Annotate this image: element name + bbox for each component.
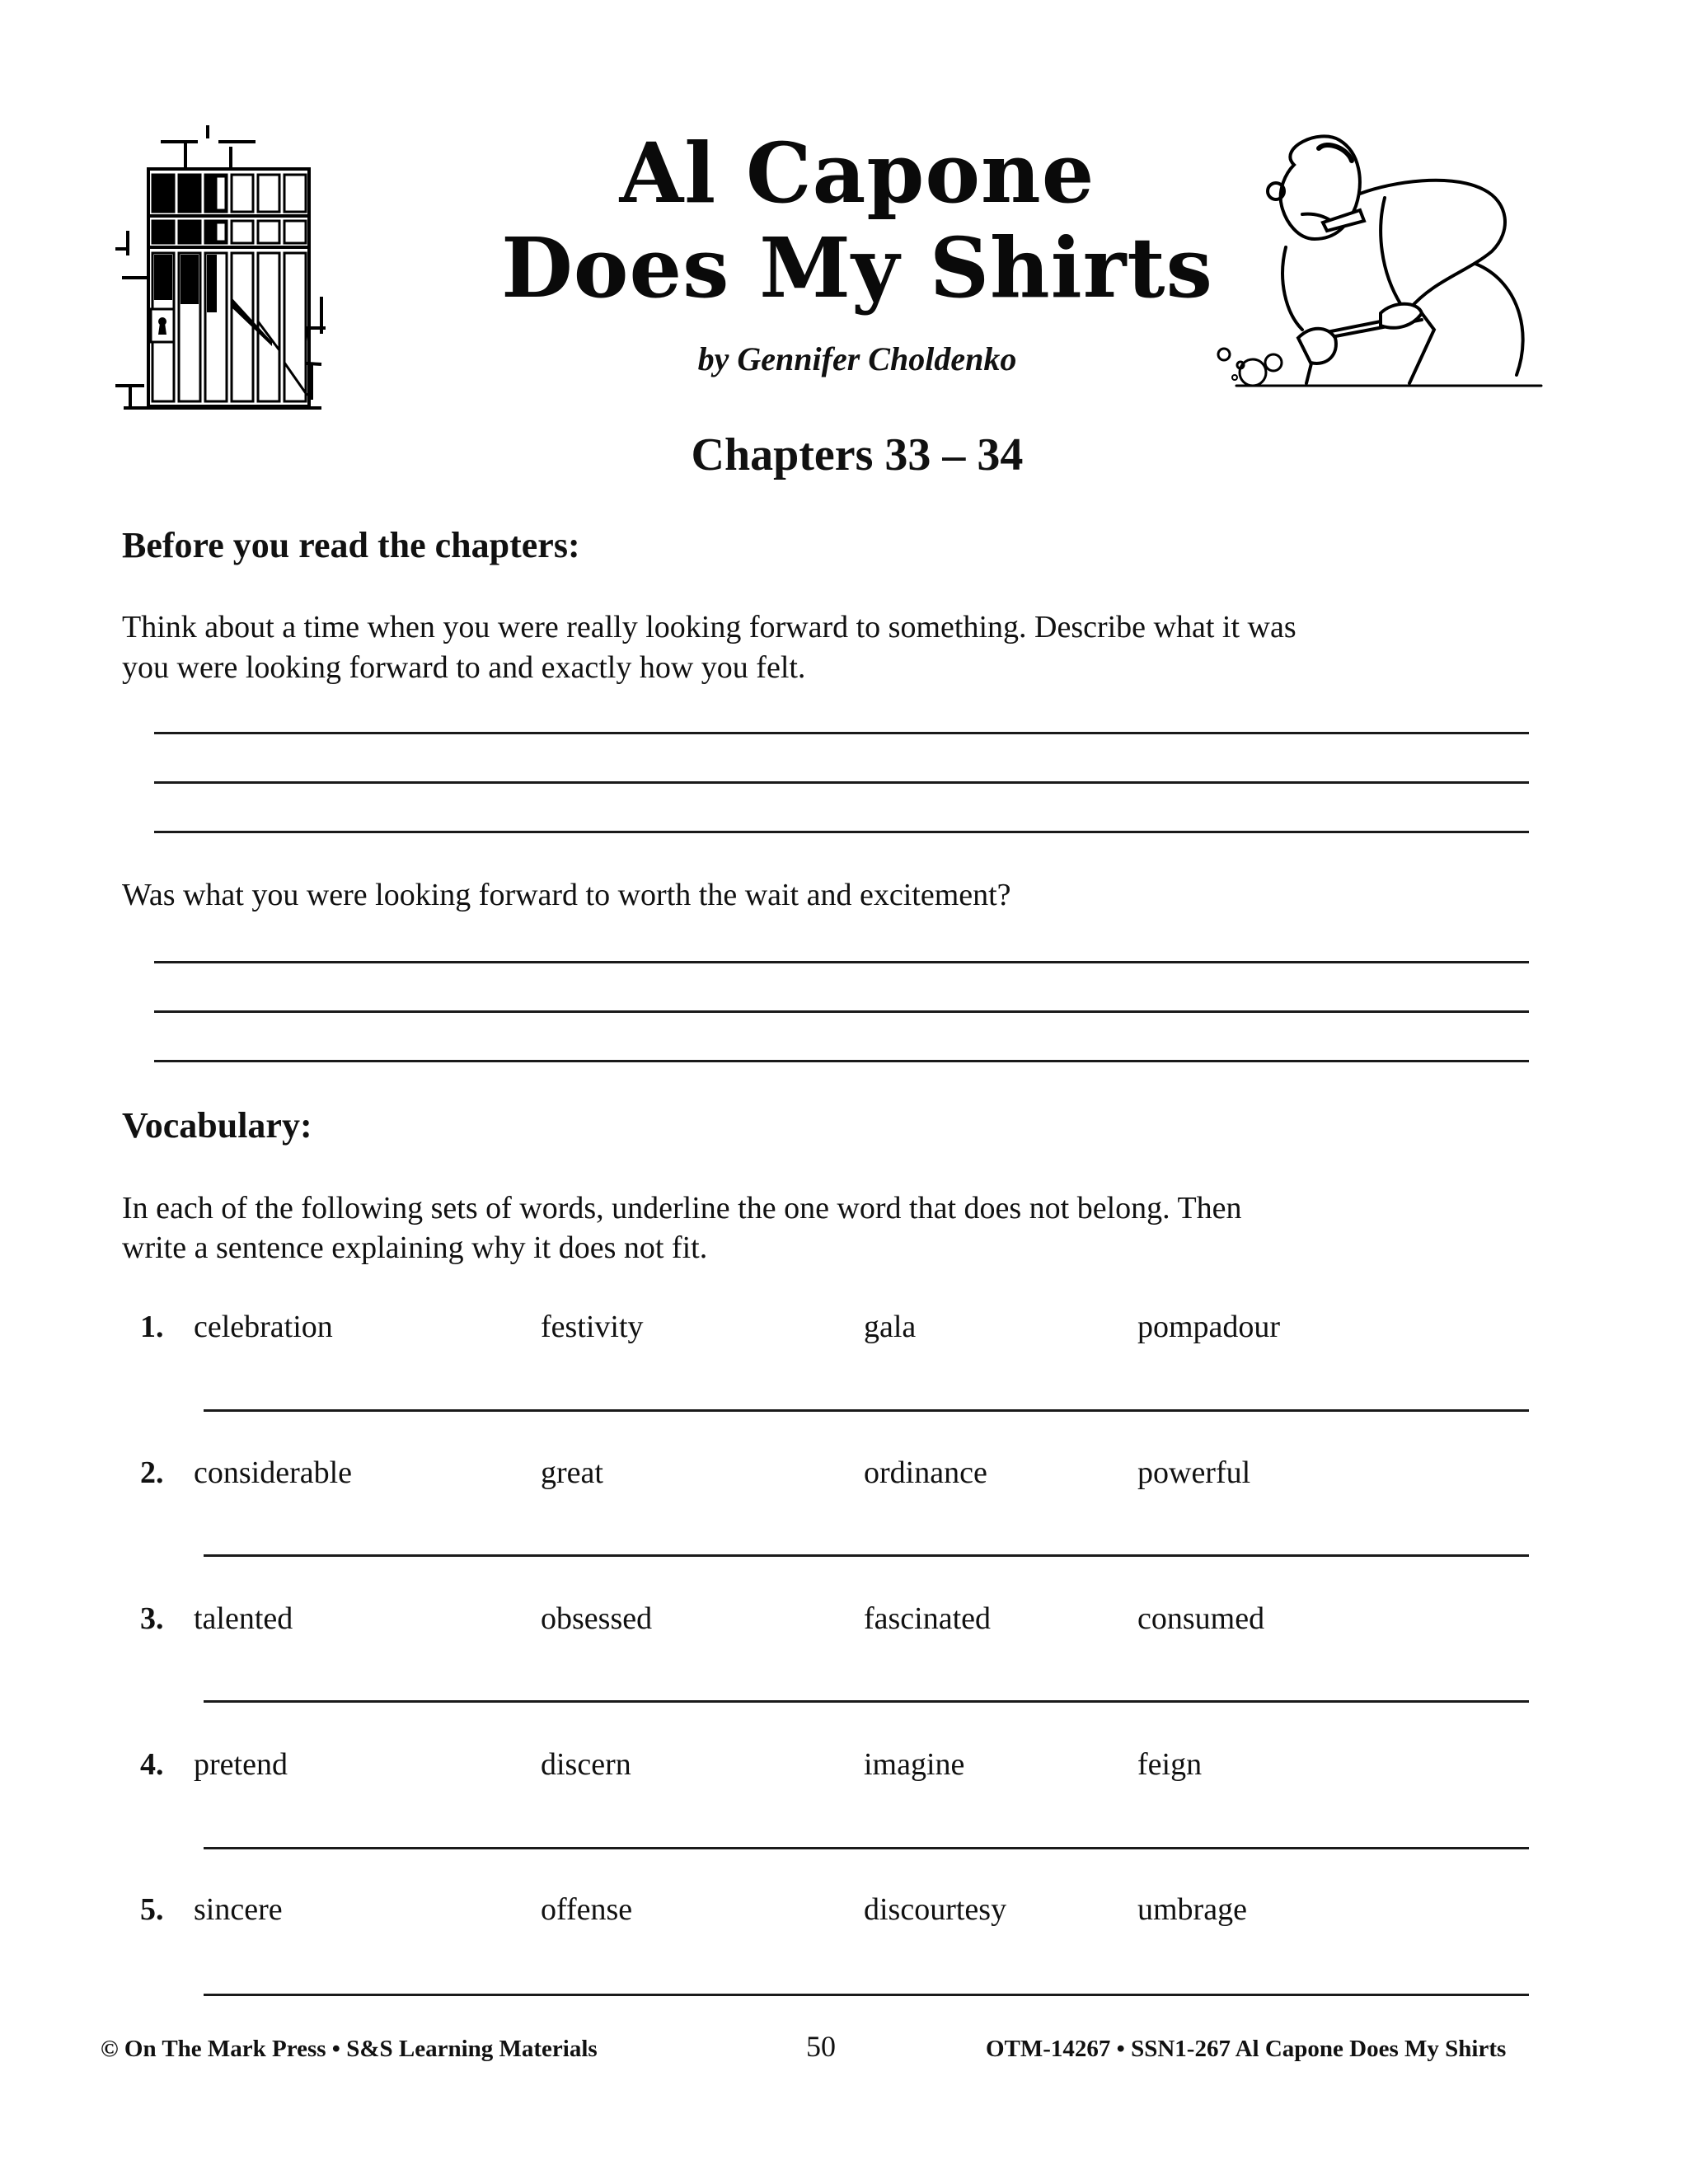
item-number: 5. [140, 1892, 164, 1927]
prompt1-line2: you were looking forward to and exactly how you felt. [122, 650, 806, 685]
vocab-word[interactable]: celebration [194, 1310, 333, 1344]
vocab-word[interactable]: discern [541, 1747, 631, 1782]
vocab-word[interactable]: feign [1137, 1747, 1203, 1782]
vocab-word[interactable]: sincere [194, 1892, 283, 1927]
vocab-word[interactable]: gala [864, 1310, 917, 1344]
page-title-line1: Al Capone [619, 124, 1095, 222]
vocab-item-4 [140, 1746, 1541, 1796]
answer-line[interactable] [204, 1994, 1529, 1996]
vocab-word[interactable]: ordinance [864, 1455, 987, 1490]
jail-cell-door-icon [115, 124, 437, 412]
vocab-word[interactable]: fascinated [864, 1601, 992, 1636]
vocab-item-2 [140, 1455, 1541, 1504]
vocab-word[interactable]: offense [541, 1892, 633, 1927]
item-number: 4. [140, 1747, 164, 1782]
vocab-word[interactable]: consumed [1137, 1601, 1265, 1636]
man-washboard-illustration [1203, 115, 1550, 387]
page-title-line2: Does My Shirts [501, 219, 1213, 316]
vocab-word[interactable]: talented [194, 1601, 293, 1636]
page-number-text: 50 [806, 2030, 836, 2063]
vocabulary-instructions-line2: write a sentence explaining why it does not fit. [122, 1230, 708, 1265]
answer-line[interactable] [154, 831, 1529, 833]
answer-line[interactable] [204, 1700, 1529, 1703]
prompt1-line1: Think about a time when you were really looking forward to something. Describe what it was [122, 610, 1296, 644]
answer-line[interactable] [154, 1060, 1529, 1062]
prompt2: Was what you were looking forward to worth the wait and excitement? [122, 878, 1011, 912]
vocabulary-heading: Vocabulary: [122, 1105, 312, 1146]
vocab-word[interactable]: obsessed [541, 1601, 653, 1636]
item-number: 2. [140, 1455, 164, 1490]
item-number: 3. [140, 1601, 164, 1636]
footer-copyright: © On The Mark Press • S&S Learning Materials [101, 2036, 598, 2062]
before-reading-heading: Before you read the chapters: [122, 525, 580, 565]
vocab-word[interactable]: great [541, 1455, 603, 1490]
footer-product-code: OTM-14267 • SSN1-267 Al Capone Does My Shirts [986, 2036, 1507, 2062]
vocab-item-5 [140, 1891, 1541, 1941]
vocab-word[interactable]: umbrage [1137, 1892, 1247, 1927]
vocab-item-3 [140, 1601, 1541, 1650]
vocab-word[interactable]: pretend [194, 1747, 288, 1782]
vocab-word[interactable]: festivity [541, 1310, 644, 1344]
vocab-word[interactable]: pompadour [1137, 1310, 1281, 1344]
vocab-word[interactable]: powerful [1137, 1455, 1251, 1490]
item-number: 1. [140, 1310, 164, 1344]
answer-line[interactable] [204, 1847, 1529, 1849]
answer-line[interactable] [154, 961, 1529, 963]
answer-line[interactable] [154, 732, 1529, 734]
vocabulary-instructions-line1: In each of the following sets of words, underline the one word that does not belong. Then [122, 1191, 1242, 1226]
vocab-word[interactable]: discourtesy [864, 1892, 1007, 1927]
answer-line[interactable] [204, 1554, 1529, 1557]
chapters-heading: Chapters 33 – 34 [691, 429, 1024, 480]
author-byline: by Gennifer Choldenko [697, 340, 1017, 377]
vocab-item-1 [140, 1309, 1541, 1358]
answer-line[interactable] [204, 1409, 1529, 1412]
vocab-word[interactable]: considerable [194, 1455, 353, 1490]
answer-line[interactable] [154, 781, 1529, 784]
answer-line[interactable] [154, 1010, 1529, 1013]
vocab-word[interactable]: imagine [864, 1747, 965, 1782]
page-number [806, 2029, 836, 2064]
